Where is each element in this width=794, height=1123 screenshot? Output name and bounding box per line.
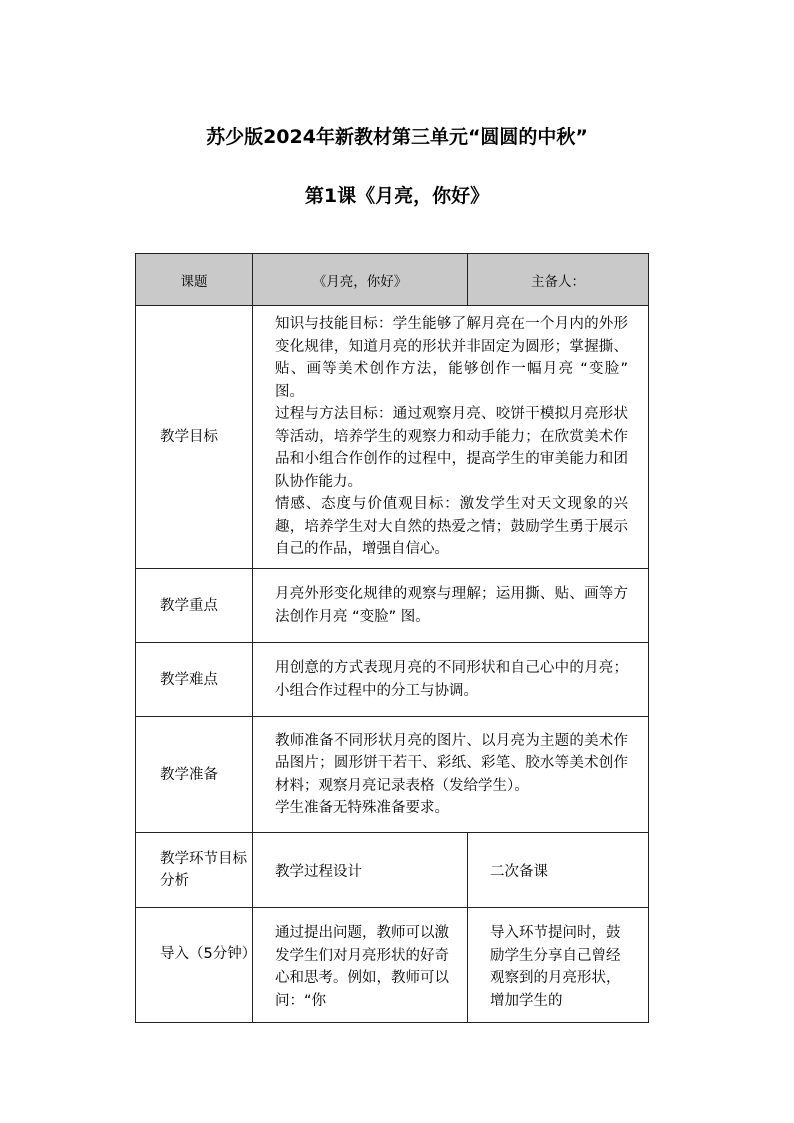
- objective-process: 过程与方法目标：通过观察月亮、咬饼干模拟月亮形状等活动，培养学生的观察力和动手能力；在欣赏美术作品和小组合作创作的过程中，提高学生的审美能力和团队协作能力。: [275, 406, 628, 490]
- process-design-label: 教学过程设计: [253, 833, 468, 908]
- row-label: 教学目标: [136, 306, 253, 569]
- objective-knowledge: 知识与技能目标：学生能够了解月亮在一个月内的外形变化规律，知道月亮的形状并非固定为圆形；掌握撕、贴、画等美术创作方法，能够创作一幅月亮 “变脸” 图。: [275, 316, 628, 400]
- intro-second-prep-text: 导入环节提问时，鼓励学生分享自己曾经观察到的月亮形状，增加学生的: [490, 925, 621, 1009]
- topic-label: 课题: [136, 254, 253, 306]
- row-content: [253, 643, 649, 717]
- row-content: [253, 717, 649, 833]
- table-row-intro: [136, 908, 649, 1023]
- second-prep-label: 二次备课: [468, 833, 649, 908]
- lesson-plan-table: [135, 253, 649, 1023]
- intro-second-prep-cell: [468, 908, 649, 1023]
- intro-design-text: 通过提出问题，教师可以激发学生们对月亮形状的好奇心和思考。例如，教师可以问：“你: [275, 925, 449, 1009]
- row-label: 教学准备: [136, 717, 253, 833]
- lesson-title: 第1课《月亮，你好》: [304, 185, 490, 207]
- table-row-process-header: [136, 833, 649, 908]
- row-label: 教学难点: [136, 643, 253, 717]
- intro-design-cell: [253, 908, 468, 1023]
- difficulties-text: 用创意的方式表现月亮的不同形状和自己心中的月亮；小组合作过程中的分工与协调。: [275, 660, 628, 699]
- key-points-text: 月亮外形变化规律的观察与理解；运用撕、贴、画等方法创作月亮 “变脸” 图。: [275, 586, 628, 625]
- row-label: 教学重点: [136, 569, 253, 643]
- objective-attitude: 情感、态度与价值观目标：激发学生对天文现象的兴趣，培养学生对大自然的热爱之情；鼓励学生勇于展示自己的作品，增强自信心。: [275, 496, 628, 558]
- process-stage-label: 教学环节目标分析: [136, 833, 253, 908]
- teacher-preparation-text: 教师准备不同形状月亮的图片、以月亮为主题的美术作品图片；圆形饼干若干、彩纸、彩笔、胶水等美术创作材料；观察月亮记录表格（发给学生）。: [275, 732, 628, 794]
- student-preparation-text: 学生准备无特殊准备要求。: [275, 800, 449, 816]
- table-row-key-points: [136, 569, 649, 643]
- row-content: [253, 306, 649, 569]
- table-row-difficulties: [136, 643, 649, 717]
- document-title: 苏少版2024年新教材第三单元“圆圆的中秋”: [206, 126, 588, 148]
- table-row-objectives: [136, 306, 649, 569]
- intro-label: 导入（5分钟）: [136, 908, 253, 1023]
- topic-value: 《月亮，你好》: [253, 254, 468, 306]
- preparer-label: 主备人：: [468, 254, 649, 306]
- table-header-row: [136, 254, 649, 306]
- row-content: [253, 569, 649, 643]
- table-row-preparation: [136, 717, 649, 833]
